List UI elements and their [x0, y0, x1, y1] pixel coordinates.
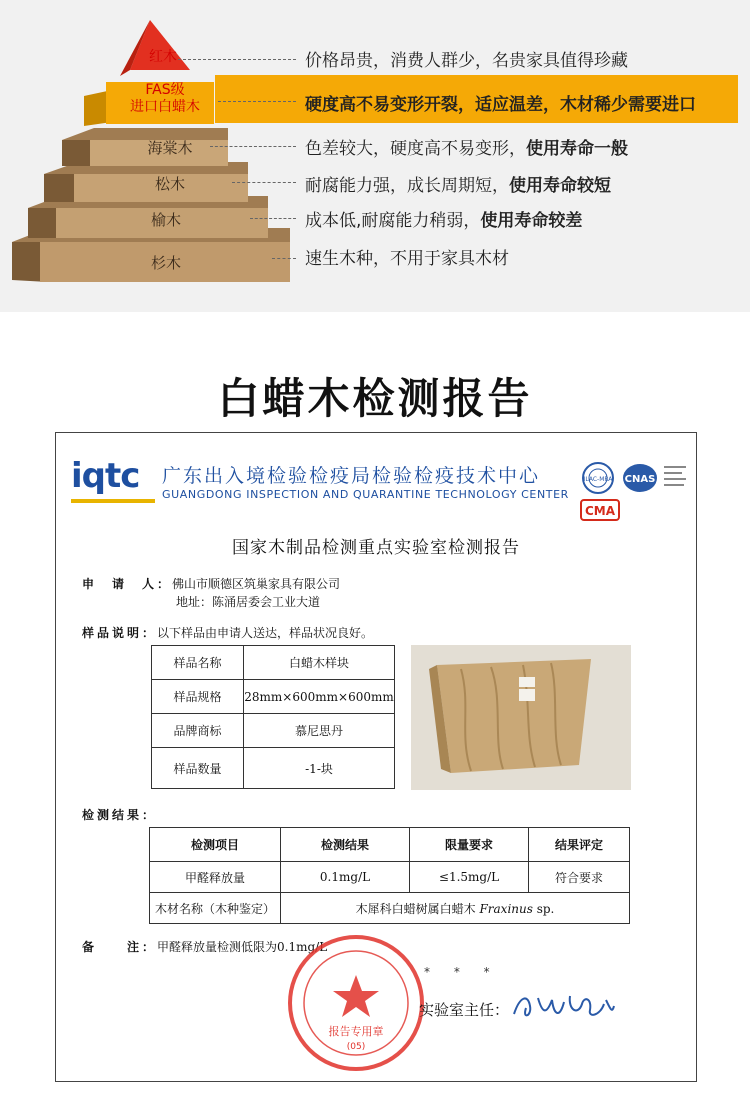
svg-text:CNAS: CNAS [624, 474, 656, 485]
result-label: 检测结果： [82, 808, 158, 822]
leader-line [250, 218, 296, 219]
tier-label-ash: FAS级 进口白蜡木 [130, 82, 200, 115]
applicant-address: 地址：陈涌居委会工业大道 [176, 595, 321, 609]
iqtc-logo: iqtc [71, 459, 155, 493]
sample-photo [411, 645, 631, 790]
page-title: 白蜡木检测报告 [217, 374, 533, 423]
svg-text:CMA: CMA [584, 504, 616, 518]
svg-text:ILAC-MRA: ILAC-MRA [583, 476, 613, 483]
desc-ash: 硬度高不易变形开裂，适应温差，木材稀少需要进口 [305, 95, 696, 115]
tier-label-begonia: 海棠木 [147, 139, 193, 157]
tier-label-redwood: 红木 [149, 49, 177, 65]
leader-line [178, 59, 296, 60]
cnas-badge [621, 461, 659, 495]
report-title: 国家木制品检测重点实验室检测报告 [232, 538, 520, 558]
svg-text:(05): (05) [346, 1042, 366, 1052]
table-row: 样品名称 白蜡木样块 [152, 646, 395, 680]
leader-line [210, 146, 296, 147]
desc-fir: 速生木种，不用于家具木材 [305, 249, 509, 269]
leader-line [218, 101, 296, 102]
sample-table [151, 645, 395, 789]
leader-line [272, 258, 296, 259]
desc-elm: 成本低,耐腐能力稍弱，使用寿命较差 [305, 211, 583, 231]
ilac-mra-badge [578, 461, 618, 495]
table-row: 木材名称（木种鉴定） 木犀科白蜡树属白蜡木 Fraxinus sp. [150, 893, 630, 924]
table-row: 样品规格 28mm×600mm×600mm [152, 680, 395, 714]
table-header-row: 检测项目 检测结果 限量要求 结果评定 [150, 828, 630, 862]
table-row: 品牌商标 慕尼思丹 [152, 714, 395, 748]
cnas-text-mark [662, 463, 690, 493]
cma-badge [580, 499, 620, 521]
desc-begonia: 色差较大，硬度高不易变形，使用寿命一般 [305, 139, 628, 159]
desc-redwood: 价格昂贵，消费人群少，名贵家具值得珍藏 [305, 51, 628, 71]
leader-line [232, 182, 296, 183]
table-row: 样品数量 -1-块 [152, 748, 395, 789]
note-line: 备 注：甲醛释放量检测低限为0.1mg/L [82, 940, 328, 954]
lab-director-label: 实验室主任： [419, 1001, 510, 1019]
official-seal [286, 933, 426, 1073]
sample-description: 样品说明：以下样品由申请人送达，样品状况良好。 [82, 626, 374, 640]
director-signature [508, 986, 618, 1026]
table-row: 甲醛释放量 0.1mg/L ≤1.5mg/L 符合要求 [150, 862, 630, 893]
center-name-en: GUANGDONG INSPECTION AND QUARANTINE TECHNOLOGY CENTER [162, 488, 569, 501]
tier-label-pine: 松木 [154, 175, 185, 193]
tier-label-fir: 杉木 [150, 254, 181, 272]
test-report [55, 432, 697, 1082]
stars-mark: * * * [424, 965, 500, 979]
desc-pine: 耐腐能力强，成长周期短，使用寿命较短 [305, 176, 611, 196]
svg-text:报告专用章: 报告专用章 [328, 1025, 384, 1038]
result-table [149, 827, 630, 924]
tier-label-elm: 榆木 [150, 211, 181, 229]
applicant-line: 申 请 人：佛山市顺德区筑巢家具有限公司 [82, 577, 341, 591]
center-name-cn: 广东出入境检验检疫局检验检疫技术中心 [162, 465, 541, 487]
